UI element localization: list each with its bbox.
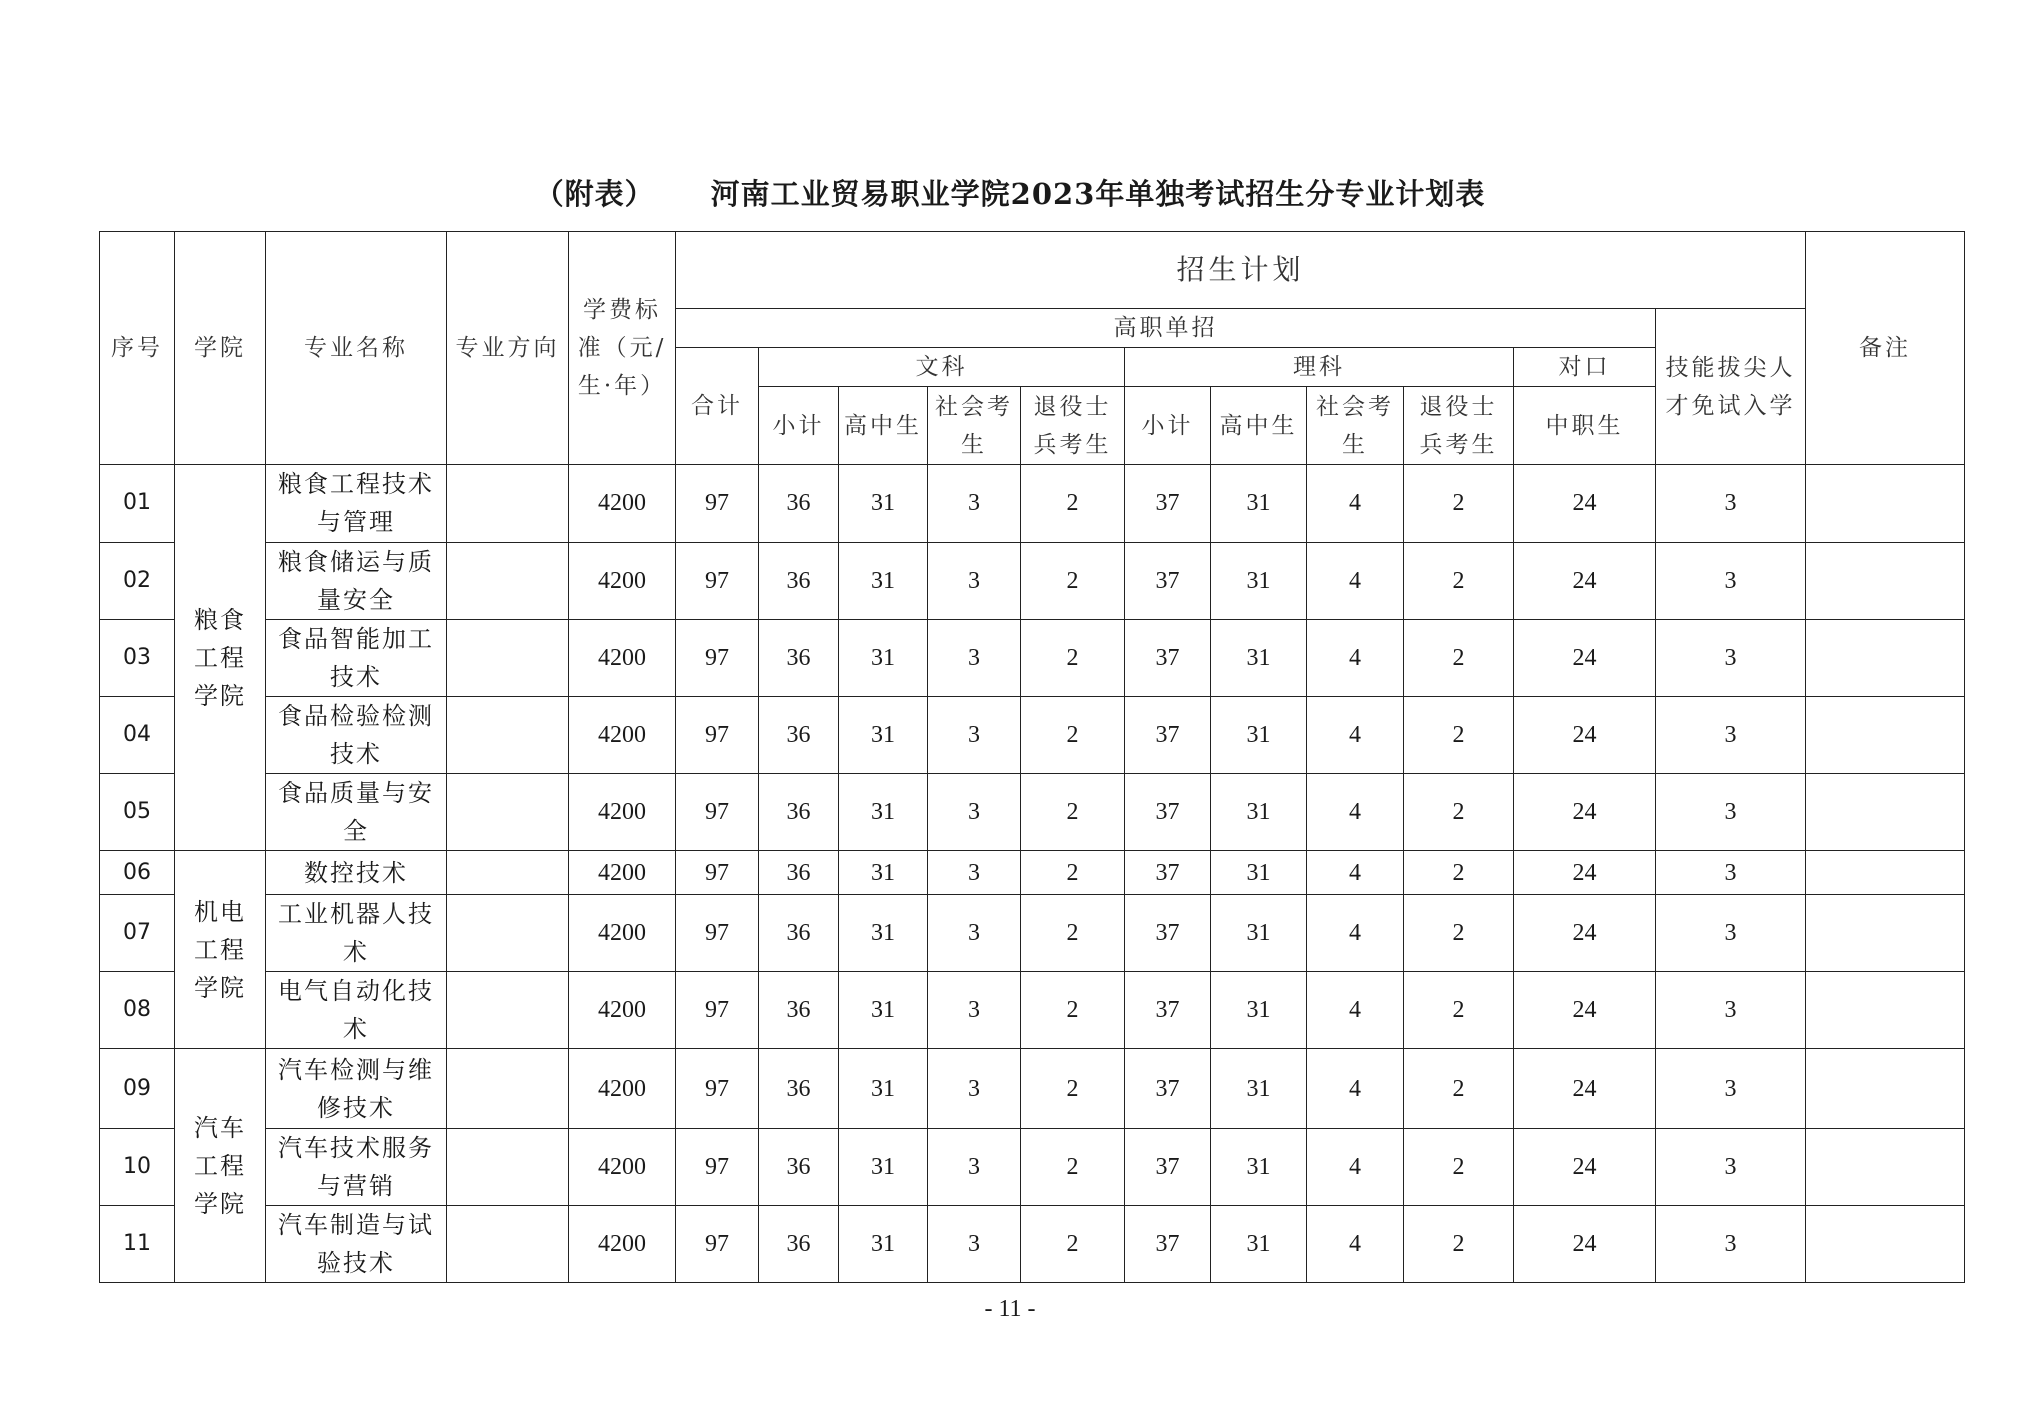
- title-text: 河南工业贸易职业学院2023年单独考试招生分专业计划表: [710, 177, 1486, 211]
- cell-duikou-vocational: 24: [1514, 851, 1656, 895]
- cell-like-subtotal: 37: [1125, 619, 1211, 696]
- cell-wenke-veteran: 2: [1021, 696, 1125, 773]
- cell-wenke-social: 3: [928, 972, 1021, 1049]
- cell-like-social: 4: [1307, 773, 1404, 850]
- cell-wenke-veteran: 2: [1021, 773, 1125, 850]
- enrollment-plan-table: [99, 231, 1965, 1283]
- header-major: 专业名称: [266, 232, 447, 465]
- header-wenke-highschool: 高中生: [839, 387, 928, 465]
- cell-wenke-subtotal: 36: [759, 895, 839, 972]
- cell-wenke-veteran: 2: [1021, 542, 1125, 619]
- cell-wenke-subtotal: 36: [759, 696, 839, 773]
- cell-direction: [447, 773, 569, 850]
- cell-total: 97: [676, 1205, 759, 1282]
- header-wenke-social: 社会考生: [928, 387, 1021, 465]
- cell-wenke-veteran: 2: [1021, 1128, 1125, 1205]
- cell-remark: [1806, 972, 1965, 1049]
- cell-like-highschool: 31: [1211, 465, 1307, 542]
- cell-like-subtotal: 37: [1125, 696, 1211, 773]
- cell-like-social: 4: [1307, 972, 1404, 1049]
- cell-like-veteran: 2: [1404, 696, 1514, 773]
- table-row: [100, 1205, 1965, 1282]
- cell-like-veteran: 2: [1404, 542, 1514, 619]
- cell-wenke-social: 3: [928, 542, 1021, 619]
- cell-major: 汽车制造与试验技术: [266, 1205, 447, 1282]
- cell-direction: [447, 1128, 569, 1205]
- cell-remark: [1806, 542, 1965, 619]
- cell-seq: 06: [100, 851, 175, 895]
- cell-wenke-highschool: 31: [839, 895, 928, 972]
- cell-remark: [1806, 465, 1965, 542]
- cell-like-highschool: 31: [1211, 773, 1307, 850]
- cell-fee: 4200: [569, 1049, 676, 1128]
- cell-talent: 3: [1656, 1049, 1806, 1128]
- cell-like-highschool: 31: [1211, 696, 1307, 773]
- cell-like-subtotal: 37: [1125, 1128, 1211, 1205]
- cell-major: 电气自动化技术: [266, 972, 447, 1049]
- cell-like-social: 4: [1307, 851, 1404, 895]
- cell-wenke-highschool: 31: [839, 619, 928, 696]
- table-row: [100, 1128, 1965, 1205]
- cell-like-veteran: 2: [1404, 851, 1514, 895]
- cell-like-social: 4: [1307, 465, 1404, 542]
- cell-fee: 4200: [569, 1128, 676, 1205]
- page-title: [0, 172, 2020, 213]
- cell-wenke-highschool: 31: [839, 465, 928, 542]
- cell-fee: 4200: [569, 773, 676, 850]
- cell-major: 食品检验检测技术: [266, 696, 447, 773]
- cell-wenke-subtotal: 36: [759, 542, 839, 619]
- cell-wenke-subtotal: 36: [759, 851, 839, 895]
- cell-remark: [1806, 851, 1965, 895]
- cell-wenke-highschool: 31: [839, 1049, 928, 1128]
- cell-total: 97: [676, 895, 759, 972]
- cell-major: 食品质量与安全: [266, 773, 447, 850]
- cell-wenke-social: 3: [928, 1128, 1021, 1205]
- header-seq: 序号: [100, 232, 175, 465]
- cell-remark: [1806, 1205, 1965, 1282]
- cell-like-veteran: 2: [1404, 895, 1514, 972]
- cell-seq: 04: [100, 696, 175, 773]
- cell-fee: 4200: [569, 696, 676, 773]
- cell-wenke-social: 3: [928, 619, 1021, 696]
- cell-like-social: 4: [1307, 619, 1404, 696]
- cell-total: 97: [676, 773, 759, 850]
- cell-wenke-highschool: 31: [839, 1205, 928, 1282]
- cell-major: 工业机器人技术: [266, 895, 447, 972]
- cell-like-veteran: 2: [1404, 1205, 1514, 1282]
- table-row: [100, 619, 1965, 696]
- cell-seq: 10: [100, 1128, 175, 1205]
- header-like-highschool: 高中生: [1211, 387, 1307, 465]
- cell-fee: 4200: [569, 895, 676, 972]
- cell-duikou-vocational: 24: [1514, 542, 1656, 619]
- cell-total: 97: [676, 851, 759, 895]
- cell-seq: 02: [100, 542, 175, 619]
- cell-like-social: 4: [1307, 1205, 1404, 1282]
- header-wenke-veteran: 退役士兵考生: [1021, 387, 1125, 465]
- header-row-1: [100, 232, 1965, 309]
- cell-duikou-vocational: 24: [1514, 619, 1656, 696]
- cell-like-veteran: 2: [1404, 619, 1514, 696]
- header-plan: 招生计划: [676, 232, 1806, 309]
- cell-total: 97: [676, 619, 759, 696]
- cell-like-highschool: 31: [1211, 972, 1307, 1049]
- cell-total: 97: [676, 972, 759, 1049]
- cell-wenke-subtotal: 36: [759, 619, 839, 696]
- cell-remark: [1806, 1128, 1965, 1205]
- cell-seq: 05: [100, 773, 175, 850]
- header-direction: 专业方向: [447, 232, 569, 465]
- table-row: [100, 1049, 1965, 1128]
- cell-wenke-subtotal: 36: [759, 1205, 839, 1282]
- cell-remark: [1806, 1049, 1965, 1128]
- cell-like-highschool: 31: [1211, 851, 1307, 895]
- header-talent: 技能拔尖人才免试入学: [1656, 309, 1806, 465]
- cell-direction: [447, 895, 569, 972]
- header-duikou-vocational: 中职生: [1514, 387, 1656, 465]
- cell-duikou-vocational: 24: [1514, 1049, 1656, 1128]
- cell-remark: [1806, 696, 1965, 773]
- cell-fee: 4200: [569, 972, 676, 1049]
- table-body: [100, 232, 1965, 1283]
- header-like-subtotal: 小计: [1125, 387, 1211, 465]
- cell-wenke-highschool: 31: [839, 773, 928, 850]
- cell-like-highschool: 31: [1211, 619, 1307, 696]
- cell-fee: 4200: [569, 851, 676, 895]
- header-like: 理科: [1125, 348, 1514, 387]
- cell-wenke-social: 3: [928, 851, 1021, 895]
- cell-like-social: 4: [1307, 542, 1404, 619]
- header-like-veteran: 退役士兵考生: [1404, 387, 1514, 465]
- cell-wenke-subtotal: 36: [759, 1128, 839, 1205]
- table-row: [100, 542, 1965, 619]
- page-number: - 11 -: [984, 1296, 1036, 1322]
- table-row: [100, 465, 1965, 542]
- cell-like-veteran: 2: [1404, 465, 1514, 542]
- cell-total: 97: [676, 1128, 759, 1205]
- header-college: 学院: [175, 232, 266, 465]
- cell-like-veteran: 2: [1404, 1049, 1514, 1128]
- cell-wenke-social: 3: [928, 696, 1021, 773]
- cell-wenke-veteran: 2: [1021, 895, 1125, 972]
- cell-wenke-veteran: 2: [1021, 1205, 1125, 1282]
- cell-talent: 3: [1656, 1128, 1806, 1205]
- cell-like-social: 4: [1307, 1128, 1404, 1205]
- cell-talent: 3: [1656, 851, 1806, 895]
- cell-talent: 3: [1656, 542, 1806, 619]
- cell-seq: 03: [100, 619, 175, 696]
- cell-wenke-highschool: 31: [839, 851, 928, 895]
- cell-like-veteran: 2: [1404, 1128, 1514, 1205]
- cell-like-subtotal: 37: [1125, 895, 1211, 972]
- table-row: [100, 773, 1965, 850]
- cell-wenke-veteran: 2: [1021, 851, 1125, 895]
- cell-duikou-vocational: 24: [1514, 895, 1656, 972]
- header-like-social: 社会考生: [1307, 387, 1404, 465]
- cell-direction: [447, 851, 569, 895]
- cell-remark: [1806, 773, 1965, 850]
- cell-like-veteran: 2: [1404, 972, 1514, 1049]
- cell-total: 97: [676, 696, 759, 773]
- cell-major: 汽车检测与维修技术: [266, 1049, 447, 1128]
- cell-fee: 4200: [569, 465, 676, 542]
- cell-talent: 3: [1656, 895, 1806, 972]
- cell-remark: [1806, 895, 1965, 972]
- cell-college: 机电工程学院: [175, 851, 266, 1049]
- cell-wenke-veteran: 2: [1021, 619, 1125, 696]
- cell-total: 97: [676, 1049, 759, 1128]
- cell-wenke-social: 3: [928, 773, 1021, 850]
- cell-duikou-vocational: 24: [1514, 696, 1656, 773]
- cell-direction: [447, 619, 569, 696]
- header-duikou: 对口: [1514, 348, 1656, 387]
- header-wenke-subtotal: 小计: [759, 387, 839, 465]
- cell-major: 粮食储运与质量安全: [266, 542, 447, 619]
- cell-total: 97: [676, 542, 759, 619]
- cell-fee: 4200: [569, 619, 676, 696]
- cell-talent: 3: [1656, 1205, 1806, 1282]
- cell-seq: 07: [100, 895, 175, 972]
- cell-major: 食品智能加工技术: [266, 619, 447, 696]
- cell-wenke-veteran: 2: [1021, 1049, 1125, 1128]
- cell-direction: [447, 972, 569, 1049]
- cell-direction: [447, 1049, 569, 1128]
- cell-duikou-vocational: 24: [1514, 972, 1656, 1049]
- cell-talent: 3: [1656, 773, 1806, 850]
- title-prefix: （附表）: [534, 177, 655, 211]
- cell-talent: 3: [1656, 972, 1806, 1049]
- header-fee: 学费标准（元/生·年）: [569, 232, 676, 465]
- cell-direction: [447, 1205, 569, 1282]
- cell-like-social: 4: [1307, 895, 1404, 972]
- table-row: [100, 696, 1965, 773]
- cell-like-highschool: 31: [1211, 895, 1307, 972]
- cell-talent: 3: [1656, 696, 1806, 773]
- cell-like-highschool: 31: [1211, 1128, 1307, 1205]
- cell-wenke-highschool: 31: [839, 1128, 928, 1205]
- cell-like-subtotal: 37: [1125, 1205, 1211, 1282]
- cell-fee: 4200: [569, 542, 676, 619]
- cell-major: 汽车技术服务与营销: [266, 1128, 447, 1205]
- cell-duikou-vocational: 24: [1514, 1128, 1656, 1205]
- cell-like-social: 4: [1307, 696, 1404, 773]
- table-row: [100, 851, 1965, 895]
- cell-college: 汽车工程学院: [175, 1049, 266, 1283]
- cell-like-highschool: 31: [1211, 1205, 1307, 1282]
- table-row: [100, 895, 1965, 972]
- cell-like-subtotal: 37: [1125, 542, 1211, 619]
- cell-like-subtotal: 37: [1125, 465, 1211, 542]
- cell-like-subtotal: 37: [1125, 972, 1211, 1049]
- cell-like-highschool: 31: [1211, 542, 1307, 619]
- cell-direction: [447, 542, 569, 619]
- cell-like-subtotal: 37: [1125, 773, 1211, 850]
- cell-seq: 11: [100, 1205, 175, 1282]
- cell-remark: [1806, 619, 1965, 696]
- cell-talent: 3: [1656, 465, 1806, 542]
- cell-like-subtotal: 37: [1125, 851, 1211, 895]
- cell-duikou-vocational: 24: [1514, 773, 1656, 850]
- cell-wenke-highschool: 31: [839, 542, 928, 619]
- cell-wenke-subtotal: 36: [759, 465, 839, 542]
- header-remark: 备注: [1806, 232, 1965, 465]
- cell-major: 数控技术: [266, 851, 447, 895]
- cell-like-highschool: 31: [1211, 1049, 1307, 1128]
- cell-wenke-subtotal: 36: [759, 1049, 839, 1128]
- cell-wenke-subtotal: 36: [759, 773, 839, 850]
- cell-seq: 08: [100, 972, 175, 1049]
- cell-major: 粮食工程技术与管理: [266, 465, 447, 542]
- cell-like-social: 4: [1307, 1049, 1404, 1128]
- cell-total: 97: [676, 465, 759, 542]
- cell-college: 粮食工程学院: [175, 465, 266, 851]
- cell-wenke-subtotal: 36: [759, 972, 839, 1049]
- cell-wenke-highschool: 31: [839, 696, 928, 773]
- cell-direction: [447, 465, 569, 542]
- header-gaozhi: 高职单招: [676, 309, 1656, 348]
- cell-seq: 01: [100, 465, 175, 542]
- cell-wenke-social: 3: [928, 1205, 1021, 1282]
- cell-duikou-vocational: 24: [1514, 465, 1656, 542]
- cell-talent: 3: [1656, 619, 1806, 696]
- cell-like-veteran: 2: [1404, 773, 1514, 850]
- cell-wenke-social: 3: [928, 1049, 1021, 1128]
- cell-wenke-social: 3: [928, 465, 1021, 542]
- cell-direction: [447, 696, 569, 773]
- cell-seq: 09: [100, 1049, 175, 1128]
- cell-duikou-vocational: 24: [1514, 1205, 1656, 1282]
- cell-wenke-highschool: 31: [839, 972, 928, 1049]
- cell-wenke-veteran: 2: [1021, 972, 1125, 1049]
- cell-wenke-veteran: 2: [1021, 465, 1125, 542]
- cell-fee: 4200: [569, 1205, 676, 1282]
- header-total: 合计: [676, 348, 759, 465]
- table-row: [100, 972, 1965, 1049]
- header-wenke: 文科: [759, 348, 1125, 387]
- cell-like-subtotal: 37: [1125, 1049, 1211, 1128]
- cell-wenke-social: 3: [928, 895, 1021, 972]
